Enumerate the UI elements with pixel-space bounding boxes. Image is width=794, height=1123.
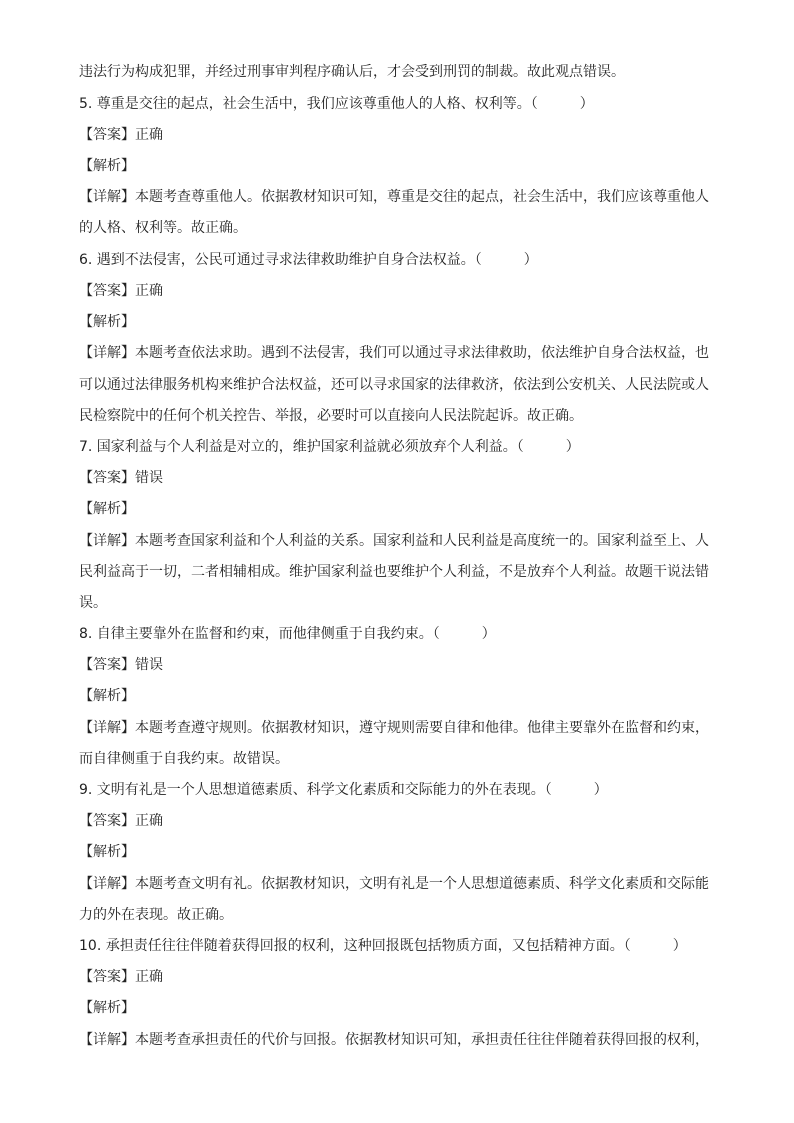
answer-8: 【答案】错误 (79, 657, 163, 673)
question-10: 10. 承担责任往往伴随着获得回报的权利，这种回报既包括物质方面，又包括精神方面。（ ） (79, 938, 687, 954)
answer-7: 【答案】错误 (79, 470, 163, 486)
detail-7-line-3: 误。 (79, 595, 107, 611)
detail-6-line-2: 可以通过法律服务机构来维护合法权益，还可以寻求国家的法律救济，依法到公安机关、人民法院或人 (79, 377, 709, 393)
analysis-label-6: 【解析】 (79, 314, 135, 330)
detail-5-line-2: 的人格、权利等。故正确。 (79, 220, 247, 236)
answer-9: 【答案】正确 (79, 813, 163, 829)
detail-9-line-2: 力的外在表现。故正确。 (79, 907, 233, 923)
question-9: 9. 文明有礼是一个人思想道德素质、科学文化素质和交际能力的外在表现。（ ） (79, 782, 608, 798)
detail-7-line-1: 【详解】本题考查国家利益和个人利益的关系。国家利益和人民利益是高度统一的。国家利益至上、人 (79, 533, 709, 549)
detail-10-line-1: 【详解】本题考查承担责任的代价与回报。依据教材知识可知，承担责任往往伴随着获得回报的权利， (79, 1032, 709, 1048)
answer-10: 【答案】正确 (79, 969, 163, 985)
question-7: 7. 国家利益与个人利益是对立的，维护国家利益就必须放弃个人利益。（ ） (79, 439, 580, 455)
question-8: 8. 自律主要靠外在监督和约束，而他律侧重于自我约束。（ ） (79, 626, 496, 642)
detail-5-line-1: 【详解】本题考查尊重他人。依据教材知识可知，尊重是交往的起点，社会生活中，我们应该尊重他人 (79, 189, 709, 205)
analysis-label-9: 【解析】 (79, 844, 135, 860)
answer-5: 【答案】正确 (79, 127, 163, 143)
analysis-label-5: 【解析】 (79, 158, 135, 174)
detail-9-line-1: 【详解】本题考查文明有礼。依据教材知识，文明有礼是一个人思想道德素质、科学文化素质和交际能 (79, 876, 709, 892)
detail-8-line-2: 而自律侧重于自我约束。故错误。 (79, 751, 289, 767)
explanation-continuation: 违法行为构成犯罪，并经过刑事审判程序确认后，才会受到刑罚的制裁。故此观点错误。 (79, 64, 625, 80)
detail-8-line-1: 【详解】本题考查遵守规则。依据教材知识，遵守规则需要自律和他律。他律主要靠外在监督和约束， (79, 720, 709, 736)
detail-6-line-1: 【详解】本题考查依法求助。遇到不法侵害，我们可以通过寻求法律救助，依法维护自身合法权益，也 (79, 345, 709, 361)
analysis-label-7: 【解析】 (79, 501, 135, 517)
question-5: 5. 尊重是交往的起点，社会生活中，我们应该尊重他人的人格、权利等。（ ） (79, 96, 594, 112)
analysis-label-10: 【解析】 (79, 1000, 135, 1016)
answer-6: 【答案】正确 (79, 283, 163, 299)
detail-6-line-3: 民检察院中的任何个机关控告、举报，必要时可以直接向人民法院起诉。故正确。 (79, 408, 583, 424)
detail-7-line-2: 民利益高于一切，二者相辅相成。维护国家利益也要维护个人利益，不是放弃个人利益。故题干说法错 (79, 564, 709, 580)
question-6: 6. 遇到不法侵害，公民可通过寻求法律救助维护自身合法权益。（ ） (79, 252, 538, 268)
analysis-label-8: 【解析】 (79, 688, 135, 704)
